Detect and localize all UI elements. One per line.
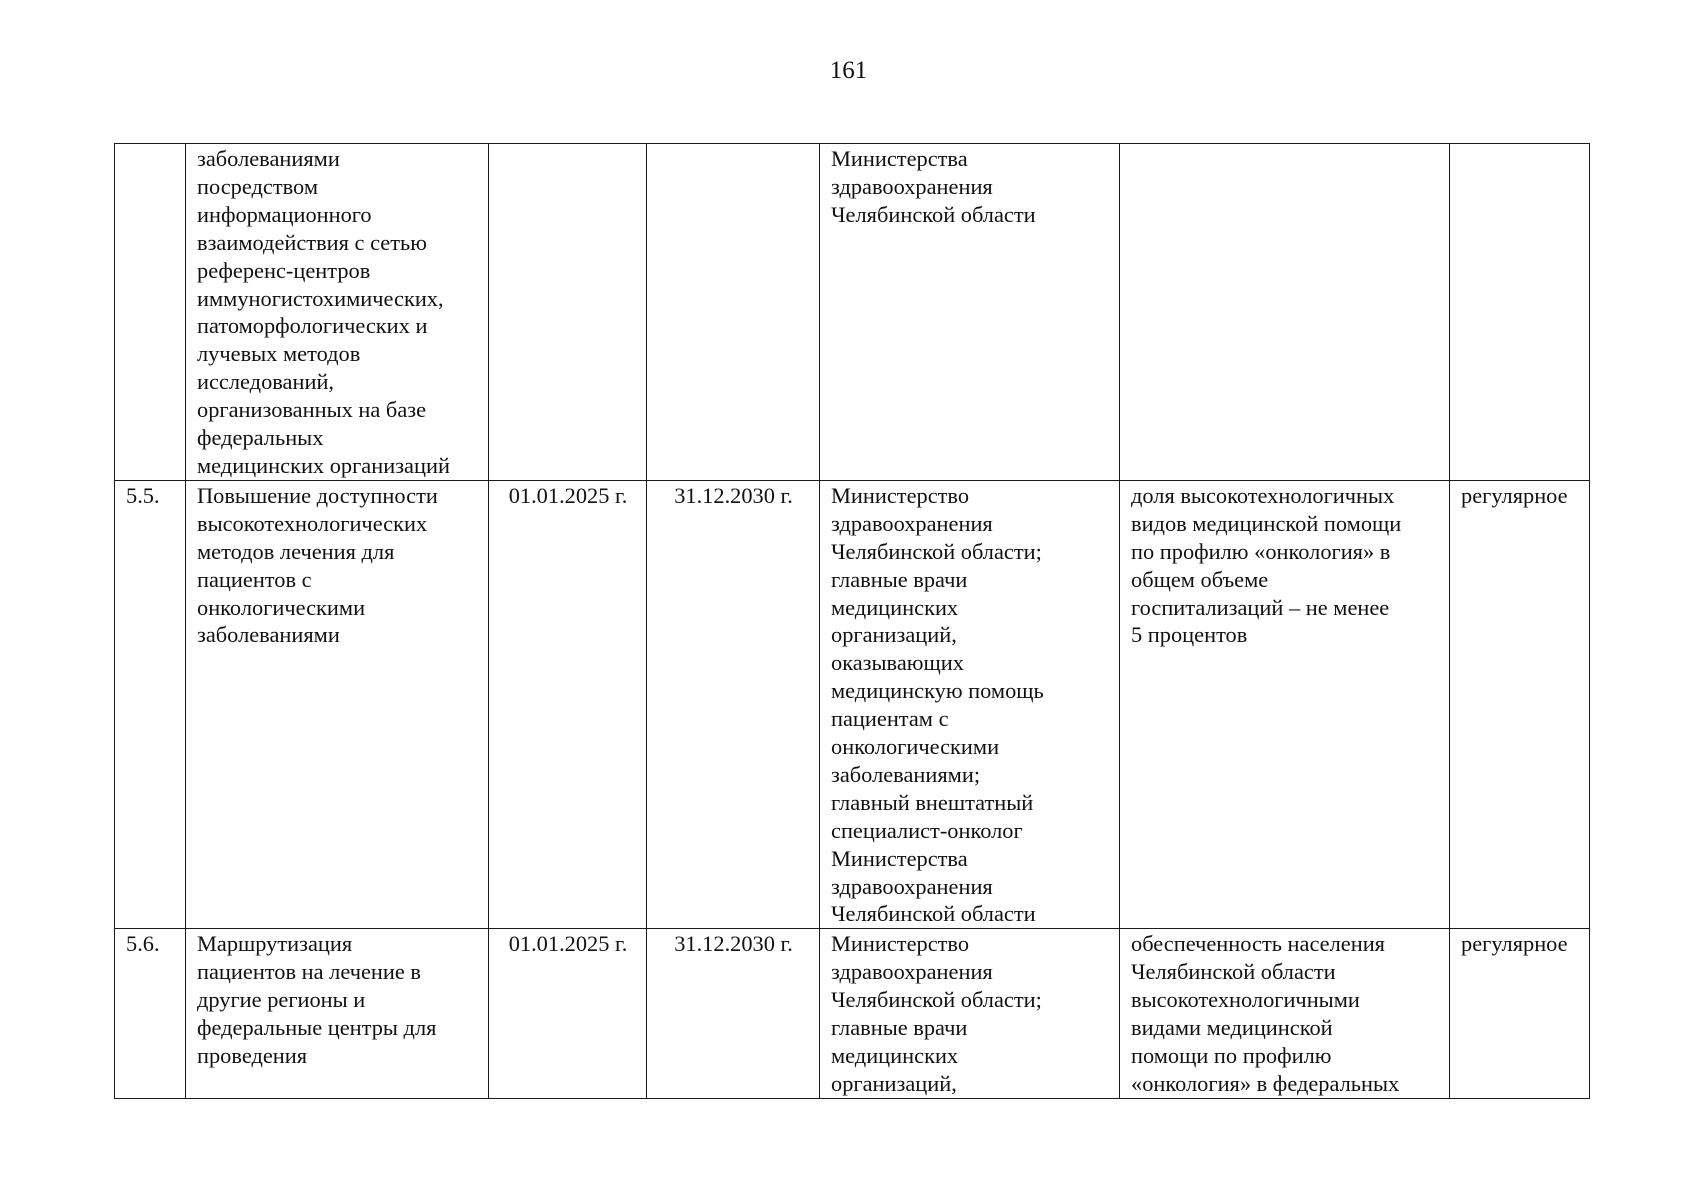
text-line: Челябинской области; xyxy=(831,987,1042,1013)
text-line: федеральные центры для xyxy=(197,1015,437,1041)
cell-number xyxy=(115,144,186,481)
text-line: медицинских xyxy=(831,594,959,620)
cell-end-date: 31.12.2030 г. xyxy=(647,929,820,1098)
text-line: медицинскую помощь xyxy=(831,678,1044,704)
text-line: онкологическими xyxy=(831,734,1000,760)
text-line: оказывающих xyxy=(831,650,964,676)
cell-measure-name xyxy=(186,144,489,481)
text-line: референс-центров xyxy=(197,257,371,283)
text-line: другие регионы и xyxy=(197,987,366,1013)
cell-number: 5.5. xyxy=(115,480,186,929)
cell-end-date: 31.12.2030 г. xyxy=(647,480,820,929)
text-line: Повышение доступности xyxy=(197,482,438,508)
text-line: здравоохранения xyxy=(831,173,993,199)
text-line: медицинских xyxy=(831,1043,959,1068)
table-row xyxy=(115,480,1590,929)
cell-indicator xyxy=(1120,144,1450,481)
cell-responsible xyxy=(820,929,1120,1098)
cell-indicator xyxy=(1120,929,1450,1098)
text-line: Челябинской области xyxy=(831,201,1036,227)
cell-start-date: 01.01.2025 г. xyxy=(489,480,647,929)
text-line: обеспеченность населения xyxy=(1131,931,1385,957)
text-line: доля высокотехнологичных xyxy=(1131,482,1395,508)
text-line: организованных на базе xyxy=(197,397,427,423)
text-line: заболеваниями; xyxy=(831,761,981,787)
text-line: видами медицинской xyxy=(1131,1015,1333,1041)
cell-number: 5.6. xyxy=(115,929,186,1098)
cell-end-date xyxy=(647,144,820,481)
text-line: патоморфологических и xyxy=(197,313,428,339)
text-line: Министерства xyxy=(831,146,968,171)
text-line: помощи по профилю xyxy=(1131,1043,1332,1068)
text-line: иммуногистохимических, xyxy=(197,285,444,311)
text-line: Министерства xyxy=(831,845,968,871)
table-row xyxy=(115,144,1590,481)
text-line: методов лечения для xyxy=(197,538,395,564)
text-line: главные врачи xyxy=(831,1015,968,1041)
cell-responsible xyxy=(820,480,1120,929)
text-line: посредством xyxy=(197,173,318,199)
text-line: проведения xyxy=(197,1043,308,1068)
cell-measure-name xyxy=(186,480,489,929)
text-line: пациентов на лечение в xyxy=(197,959,422,985)
cell-indicator xyxy=(1120,480,1450,929)
cell-start-date xyxy=(489,144,647,481)
text-line: Министерство xyxy=(831,931,970,957)
text-line: здравоохранения xyxy=(831,510,993,536)
text-line: лучевых методов xyxy=(197,341,361,367)
cell-periodicity xyxy=(1450,144,1590,481)
text-line: Министерство xyxy=(831,482,970,508)
text-line: пациентов с xyxy=(197,566,312,592)
text-line: Маршрутизация xyxy=(197,931,353,957)
text-line: 5 процентов xyxy=(1131,622,1248,648)
text-line: организаций, xyxy=(831,1070,957,1096)
text-line: пациентам с xyxy=(831,706,949,732)
text-line: госпитализаций – не менее xyxy=(1131,594,1390,620)
text-line: заболеваниями xyxy=(197,146,340,171)
cell-measure-name xyxy=(186,929,489,1098)
text-line: исследований, xyxy=(197,369,335,395)
cell-periodicity: регулярное xyxy=(1450,480,1590,929)
cell-responsible xyxy=(820,144,1120,481)
text-line: высокотехнологических xyxy=(197,510,428,536)
page-number: 161 xyxy=(829,57,868,84)
text-line: взаимодействия с сетью xyxy=(197,229,427,255)
text-line: онкологическими xyxy=(197,594,366,620)
text-line: медицинских организаций xyxy=(197,452,450,478)
text-line: Челябинской области xyxy=(1131,959,1336,985)
text-line: организаций, xyxy=(831,622,957,648)
text-line: главный внештатный xyxy=(831,789,1034,815)
table-row xyxy=(115,929,1590,1098)
text-line: видов медицинской помощи xyxy=(1131,510,1402,536)
text-line: информационного xyxy=(197,201,372,227)
text-line: по профилю «онкология» в xyxy=(1131,538,1391,564)
text-line: Челябинской области xyxy=(831,901,1036,927)
text-line: общем объеме xyxy=(1131,566,1269,592)
text-line: здравоохранения xyxy=(831,873,993,899)
text-line: «онкология» в федеральных xyxy=(1131,1070,1400,1096)
text-line: главные врачи xyxy=(831,566,968,592)
text-line: Челябинской области; xyxy=(831,538,1042,564)
text-line: заболеваниями xyxy=(197,622,340,648)
text-line: здравоохранения xyxy=(831,959,993,985)
text-line: специалист-онколог xyxy=(831,817,1023,843)
cell-start-date: 01.01.2025 г. xyxy=(489,929,647,1098)
measures-table xyxy=(114,143,1590,1099)
text-line: высокотехнологичными xyxy=(1131,987,1360,1013)
cell-periodicity: регулярное xyxy=(1450,929,1590,1098)
text-line: федеральных xyxy=(197,425,324,451)
